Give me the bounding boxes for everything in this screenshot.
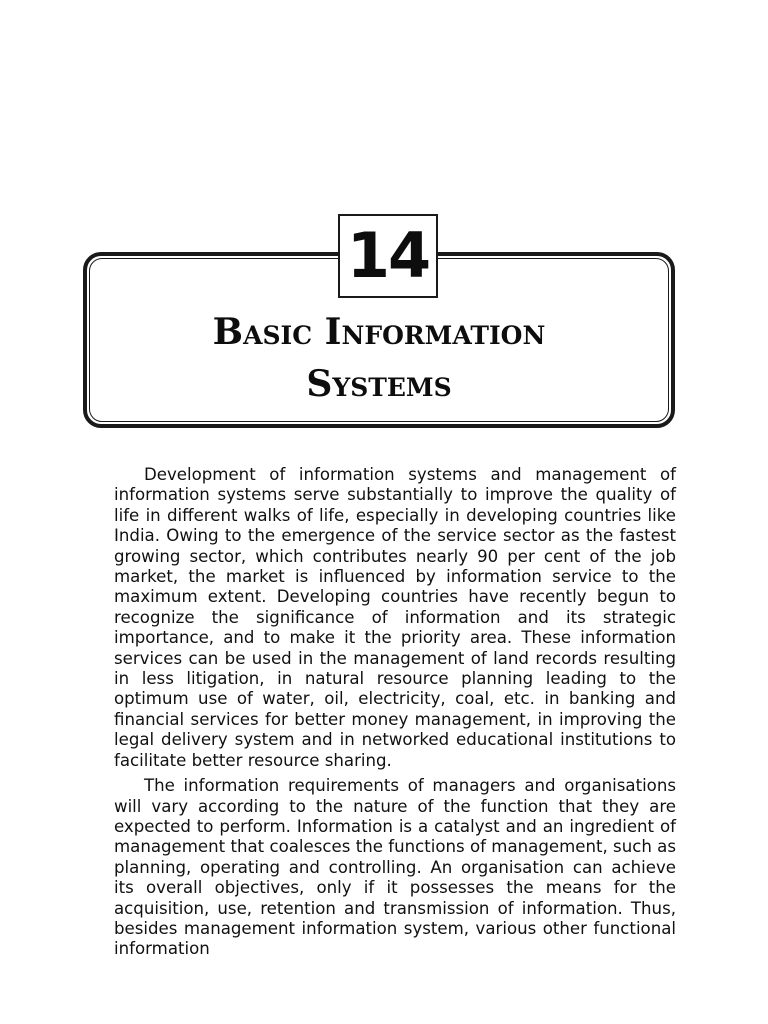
chapter-title-line-1: Basic Information <box>212 311 546 353</box>
chapter-title-line-2: Systems <box>306 363 452 405</box>
chapter-title <box>89 306 669 410</box>
chapter-number: 14 <box>338 214 438 298</box>
body-text <box>114 465 676 960</box>
paragraph-1: Development of information systems and management of information systems serve substantially to improve the quality of life in different walks of life, especially in developing countries like India. Owing to the emergence of the service sector as the fastest growing sector, which contributes nearly 90 per cent of the job market, the market is influenced by information service to the maximum extent. Developing countries have recently begun to recognize the significance of information and its strategic importance, and to make it the priority area. These information services can be used in the management of land records resulting in less litigation, in natural resource planning leading to the optimum use of water, oil, electricity, coal, etc. in banking and financial services for better money management, in improving the legal delivery system and in networked educational institutions to facilitate better resource sharing. <box>114 465 676 770</box>
paragraph-2: The information requirements of managers and organisations will vary according to the nature of the function that they are expected to perform. Information is a catalyst and an ingredient of management that coalesces the functions of management, such as planning, operating and controlling. An organisation can achieve its overall objectives, only if it possesses the means for the acquisition, use, retention and transmission of information. Thus, besides management information system, various other functional information <box>114 776 676 959</box>
